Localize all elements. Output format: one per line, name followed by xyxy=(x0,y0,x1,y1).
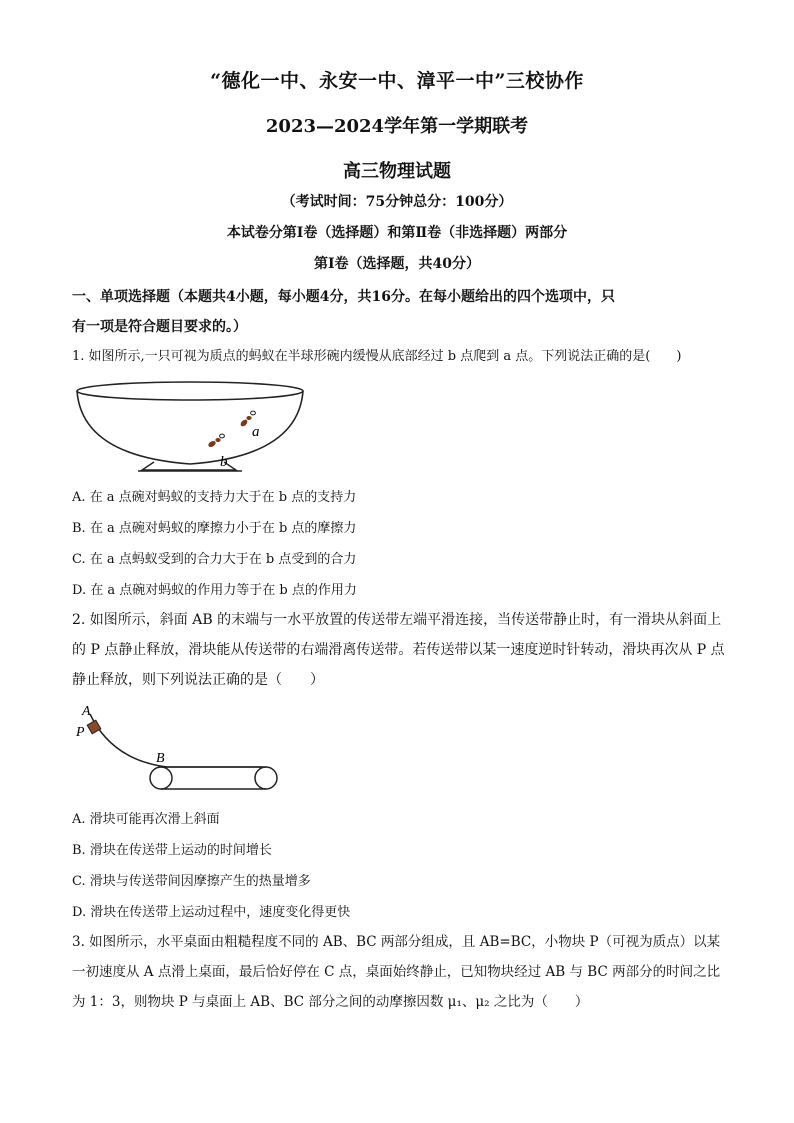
q1-bowl-figure xyxy=(72,378,312,478)
q1-option-c: C. 在 a 点蚂蚁受到的合力大于在 b 点受到的合力 xyxy=(72,552,357,567)
section-heading-line2: 有一项是符合题目要求的。） xyxy=(72,319,247,335)
q2-option-a: A. 滑块可能再次滑上斜面 xyxy=(72,812,220,827)
point-A-label: A xyxy=(82,704,91,719)
point-b-label: b xyxy=(220,454,228,470)
part-one-title: 第Ⅰ卷（选择题，共40分） xyxy=(313,256,481,272)
q2-option-c: C. 滑块与传送带间因摩擦产生的热量增多 xyxy=(72,874,311,889)
q2-stem-line1: 2. 如图所示，斜面 AB 的末端与一水平放置的传送带左端平滑连接，当传送带静止时，有一滑块从斜面上 xyxy=(72,612,722,628)
q1-option-d: D. 在 a 点碗对蚂蚁的作用力等于在 b 点的作用力 xyxy=(72,583,357,598)
q2-stem-line3: 静止释放，则下列说法正确的是（ ） xyxy=(72,672,324,688)
subject-title: 高三物理试题 xyxy=(343,161,451,182)
term-title: 2023—2024学年第一学期联考 xyxy=(265,116,529,137)
slider-block-icon xyxy=(87,720,101,734)
point-B-label: B xyxy=(156,751,165,766)
q2-option-d: D. 滑块在传送带上运动过程中，速度变化得更快 xyxy=(72,905,351,920)
q3-stem-line2: 一初速度从 A 点滑上桌面，最后恰好停在 C 点，桌面始终静止，已知物块经过 AB 与 BC 两部分的时间之比 xyxy=(72,964,721,980)
school-title: “德化一中、永安一中、漳平一中”三校协作 xyxy=(210,70,584,92)
q1-stem: 1. 如图所示,一只可视为质点的蚂蚁在半球形碗内缓慢从底部经过 b 点爬到 a 点。下列说法正确的是( ) xyxy=(72,349,682,364)
point-a-label: a xyxy=(252,424,260,440)
q3-stem-line1: 3. 如图所示，水平桌面由粗糙程度不同的 AB、BC 两部分组成，且 AB=BC，小物块 P（可视为质点）以某 xyxy=(72,934,721,950)
q2-incline-conveyor-figure xyxy=(72,700,292,800)
q1-option-a: A. 在 a 点碗对蚂蚁的支持力大于在 b 点的支持力 xyxy=(72,490,357,505)
q2-option-b: B. 滑块在传送带上运动的时间增长 xyxy=(72,843,272,858)
section-heading-line1: 一、单项选择题（本题共4小题，每小题4分，共16分。在每小题给出的四个选项中，只 xyxy=(72,289,615,305)
paper-structure: 本试卷分第Ⅰ卷（选择题）和第Ⅱ卷（非选择题）两部分 xyxy=(226,225,568,241)
q1-option-b: B. 在 a 点碗对蚂蚁的摩擦力小于在 b 点的摩擦力 xyxy=(72,521,357,536)
exam-time: （考试时间：75分钟总分：100分） xyxy=(281,194,513,210)
q3-stem-line3: 为 1：3，则物块 P 与桌面上 AB、BC 部分之间的动摩擦因数 μ₁、μ₂ 之比为（ ） xyxy=(72,994,589,1010)
ant-at-b-icon xyxy=(207,434,224,448)
q2-stem-line2: 的 P 点静止释放，滑块能从传送带的右端滑离传送带。若传送带以某一速度逆时针转动，滑块再次从 P 点 xyxy=(72,642,725,658)
point-P-label: P xyxy=(76,725,85,740)
